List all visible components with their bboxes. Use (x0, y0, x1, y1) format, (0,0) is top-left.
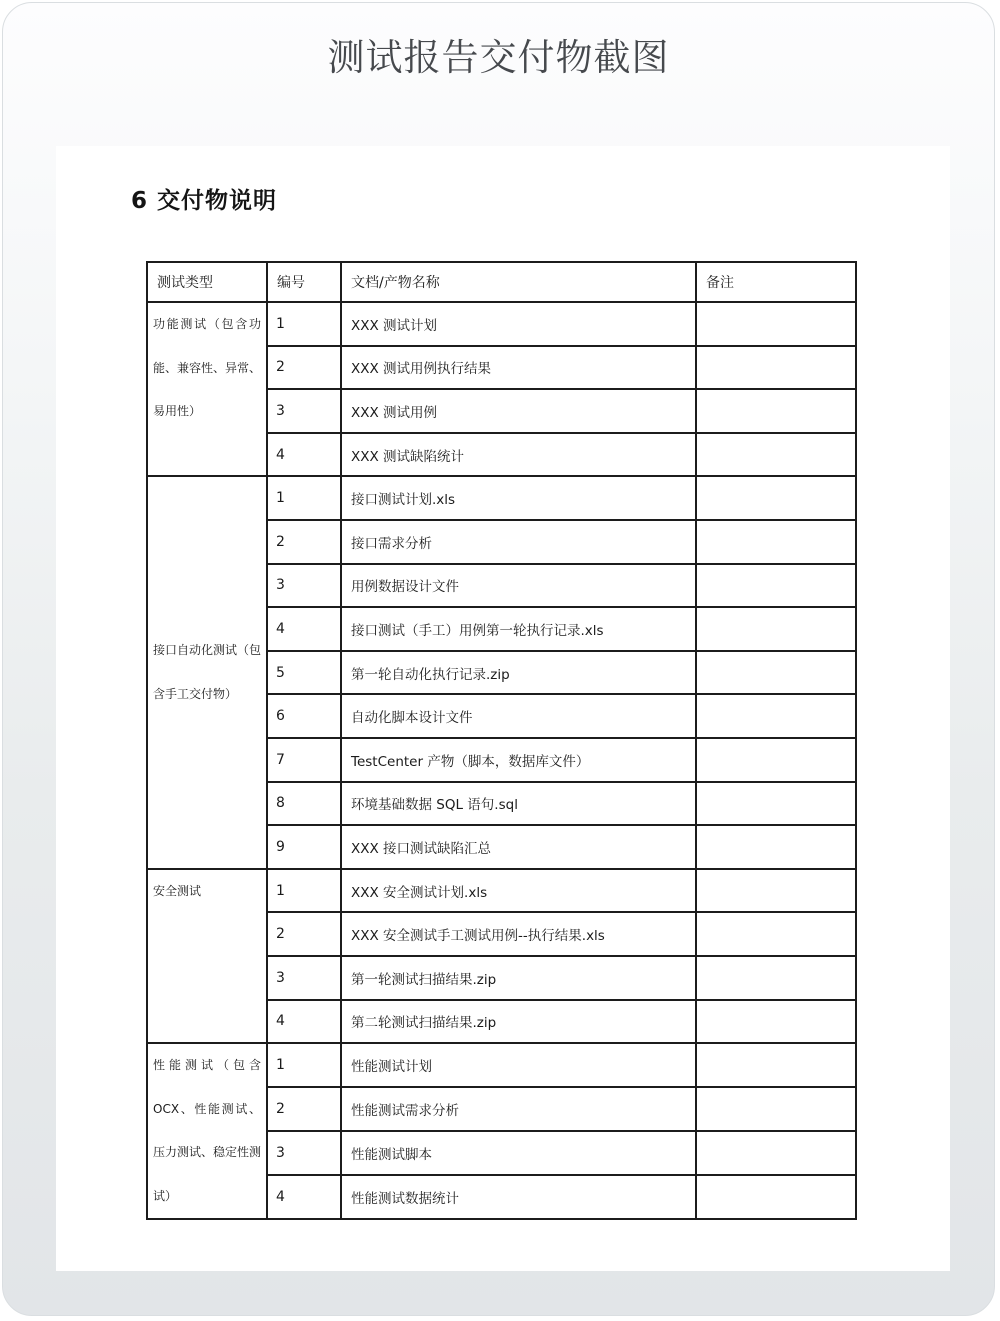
row-number-cell: 2 (267, 912, 341, 956)
remark-cell (696, 476, 856, 520)
remark-cell (696, 1131, 856, 1175)
deliverable-name-cell: 第二轮测试扫描结果.zip (341, 1000, 696, 1044)
row-number-cell: 4 (267, 607, 341, 651)
remark-cell (696, 738, 856, 782)
document-sheet (56, 146, 950, 1271)
row-number-cell: 3 (267, 389, 341, 433)
remark-cell (696, 912, 856, 956)
column-header-remark: 备注 (696, 262, 856, 302)
row-number-cell: 2 (267, 520, 341, 564)
row-number-cell: 1 (267, 476, 341, 520)
remark-cell (696, 520, 856, 564)
test-category-cell: 接口自动化测试（包含手工交付物） (147, 476, 267, 868)
row-number-cell: 6 (267, 694, 341, 738)
remark-cell (696, 1175, 856, 1219)
deliverable-name-cell: XXX 测试缺陷统计 (341, 433, 696, 477)
row-number-cell: 4 (267, 433, 341, 477)
deliverable-name-cell: 用例数据设计文件 (341, 564, 696, 608)
remark-cell (696, 956, 856, 1000)
table-row (147, 1043, 856, 1087)
column-header-number: 编号 (267, 262, 341, 302)
row-number-cell: 9 (267, 825, 341, 869)
column-header-test-type: 测试类型 (147, 262, 267, 302)
table-body (147, 302, 856, 1219)
remark-cell (696, 694, 856, 738)
remark-cell (696, 651, 856, 695)
test-category-cell: 性能测试（包含OCX、性能测试、压力测试、稳定性测试） (147, 1043, 267, 1219)
remark-cell (696, 564, 856, 608)
row-number-cell: 3 (267, 1131, 341, 1175)
deliverable-name-cell: 接口需求分析 (341, 520, 696, 564)
deliverable-name-cell: XXX 测试计划 (341, 302, 696, 346)
table-row (147, 302, 856, 346)
test-category-cell: 功能测试（包含功能、兼容性、异常、易用性） (147, 302, 267, 476)
page-title: 测试报告交付物截图 (327, 36, 670, 79)
remark-cell (696, 825, 856, 869)
row-number-cell: 7 (267, 738, 341, 782)
remark-cell (696, 389, 856, 433)
deliverable-name-cell: 性能测试计划 (341, 1043, 696, 1087)
row-number-cell: 5 (267, 651, 341, 695)
deliverable-name-cell: XXX 接口测试缺陷汇总 (341, 825, 696, 869)
remark-cell (696, 1043, 856, 1087)
table-header-row (147, 262, 856, 302)
remark-cell (696, 607, 856, 651)
deliverable-name-cell: 第一轮自动化执行记录.zip (341, 651, 696, 695)
deliverable-name-cell: TestCenter 产物（脚本，数据库文件） (341, 738, 696, 782)
remark-cell (696, 782, 856, 826)
deliverable-name-cell: XXX 测试用例 (341, 389, 696, 433)
preview-card (2, 2, 995, 1316)
remark-cell (696, 869, 856, 913)
remark-cell (696, 302, 856, 346)
deliverable-name-cell: 接口测试计划.xls (341, 476, 696, 520)
row-number-cell: 2 (267, 1087, 341, 1131)
remark-cell (696, 346, 856, 390)
deliverable-name-cell: 性能测试数据统计 (341, 1175, 696, 1219)
deliverable-name-cell: 第一轮测试扫描结果.zip (341, 956, 696, 1000)
deliverable-name-cell: 自动化脚本设计文件 (341, 694, 696, 738)
row-number-cell: 3 (267, 564, 341, 608)
remark-cell (696, 1087, 856, 1131)
row-number-cell: 4 (267, 1175, 341, 1219)
remark-cell (696, 433, 856, 477)
row-number-cell: 8 (267, 782, 341, 826)
test-category-cell: 安全测试 (147, 869, 267, 1043)
table-row (147, 476, 856, 520)
deliverable-name-cell: XXX 安全测试手工测试用例--执行结果.xls (341, 912, 696, 956)
deliverable-name-cell: 性能测试需求分析 (341, 1087, 696, 1131)
deliverable-name-cell: 性能测试脚本 (341, 1131, 696, 1175)
remark-cell (696, 1000, 856, 1044)
deliverable-name-cell: 接口测试（手工）用例第一轮执行记录.xls (341, 607, 696, 651)
row-number-cell: 2 (267, 346, 341, 390)
row-number-cell: 4 (267, 1000, 341, 1044)
row-number-cell: 3 (267, 956, 341, 1000)
row-number-cell: 1 (267, 302, 341, 346)
deliverable-name-cell: 环境基础数据 SQL 语句.sql (341, 782, 696, 826)
section-heading: 6 交付物说明 (131, 188, 278, 214)
row-number-cell: 1 (267, 869, 341, 913)
column-header-document-name: 文档/产物名称 (341, 262, 696, 302)
deliverable-name-cell: XXX 安全测试计划.xls (341, 869, 696, 913)
deliverable-name-cell: XXX 测试用例执行结果 (341, 346, 696, 390)
row-number-cell: 1 (267, 1043, 341, 1087)
table-row (147, 869, 856, 913)
deliverables-table (146, 261, 857, 1220)
